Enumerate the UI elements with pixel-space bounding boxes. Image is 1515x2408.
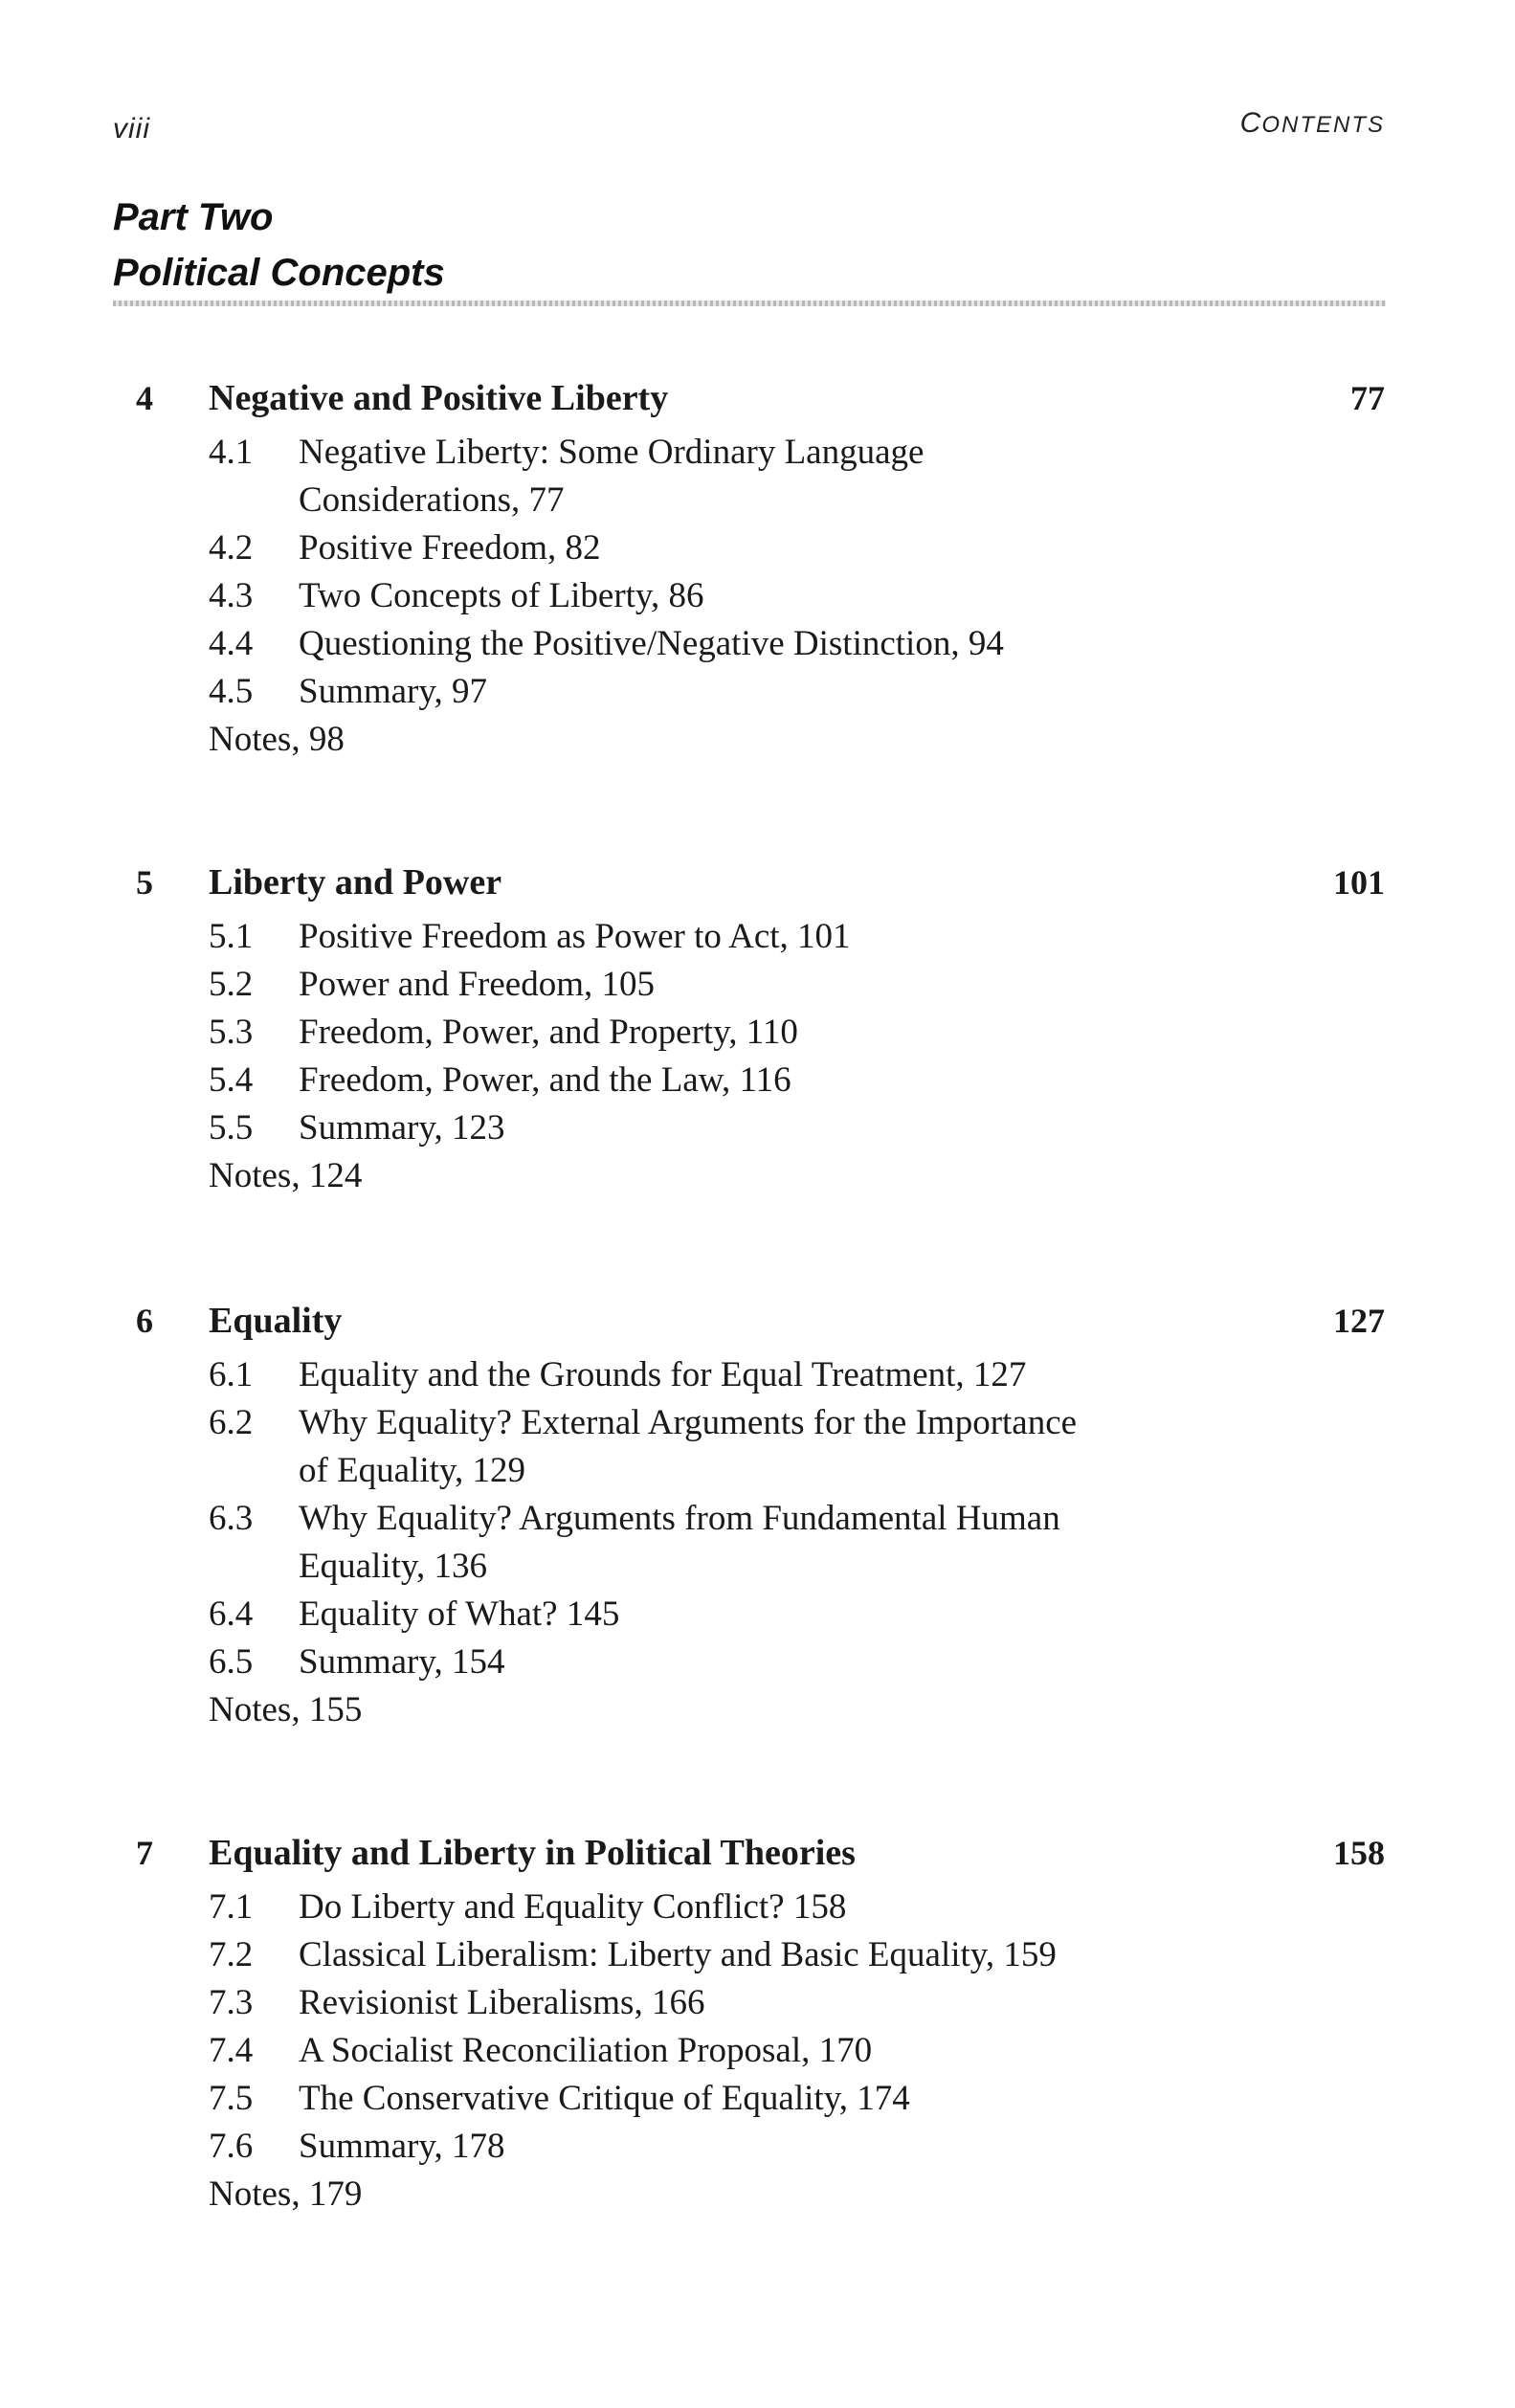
section-item	[209, 1884, 1357, 1931]
section-list	[209, 429, 1357, 764]
section-item	[209, 1104, 1357, 1152]
section-list	[209, 1351, 1357, 1734]
section-title: Freedom, Power, and the Law, 116	[299, 1060, 791, 1100]
chapter-page: 101	[1333, 863, 1385, 902]
running-head	[1240, 107, 1385, 140]
section-item	[209, 1351, 1357, 1399]
section-number: 6.4	[209, 1594, 254, 1634]
section-number: 5.1	[209, 917, 254, 956]
section-number: 7.6	[209, 2127, 254, 2166]
section-number: 5.5	[209, 1108, 254, 1148]
section-number: 4.2	[209, 528, 254, 568]
section-item	[209, 1057, 1357, 1104]
section-number: 6.1	[209, 1355, 254, 1394]
section-item	[209, 2027, 1357, 2075]
section-item	[209, 1591, 1357, 1639]
section-title: Summary, 123	[299, 1108, 505, 1148]
chapter-number: 4	[136, 379, 153, 417]
section-title: A Socialist Reconciliation Proposal, 170	[299, 2031, 873, 2070]
chapter-title: Equality and Liberty in Political Theories	[209, 1833, 856, 1873]
part-number: Part Two	[113, 196, 274, 238]
section-item	[209, 2075, 1357, 2123]
chapter-page: 158	[1333, 1834, 1385, 1872]
section-item	[209, 1931, 1357, 1979]
chapter-number: 7	[136, 1834, 153, 1872]
section-title: Why Equality? External Arguments for the Importance	[299, 1403, 1078, 1442]
chapter-title: Negative and Positive Liberty	[209, 378, 669, 418]
section-title: Why Equality? Arguments from Fundamental Human	[299, 1499, 1060, 1538]
chapter-number: 5	[136, 863, 153, 902]
section-number: 4.3	[209, 576, 254, 615]
part-heading	[113, 190, 445, 301]
section-title: Power and Freedom, 105	[299, 965, 655, 1004]
section-title: Classical Liberalism: Liberty and Basic Equality, 159	[299, 1935, 1057, 1974]
section-number: 4.5	[209, 672, 254, 711]
chapter-title: Equality	[209, 1301, 343, 1341]
section-number: 4.4	[209, 624, 254, 663]
chapter-notes: Notes, 155	[209, 1690, 363, 1729]
section-item	[209, 429, 1357, 524]
section-number: 5.4	[209, 1060, 254, 1100]
section-item	[209, 620, 1357, 668]
chapter-number: 6	[136, 1302, 153, 1340]
section-title-cont: Considerations, 77	[299, 480, 565, 520]
section-title: Negative Liberty: Some Ordinary Language	[299, 433, 925, 472]
running-head-text: CONTENTS	[1239, 107, 1385, 139]
part-divider-rule	[113, 301, 1386, 306]
section-number: 6.5	[209, 1642, 254, 1682]
section-title: The Conservative Critique of Equality, 174	[299, 2079, 910, 2118]
chapter-page: 127	[1333, 1302, 1385, 1340]
section-title: Freedom, Power, and Property, 110	[299, 1013, 798, 1052]
section-title: Summary, 97	[299, 672, 487, 711]
section-title: Revisionist Liberalisms, 166	[299, 1983, 705, 2022]
section-title: Do Liberty and Equality Conflict? 158	[299, 1887, 847, 1927]
chapter-notes: Notes, 179	[209, 2174, 363, 2214]
section-item	[209, 913, 1357, 961]
section-title: Positive Freedom as Power to Act, 101	[299, 917, 851, 956]
section-item	[209, 961, 1357, 1009]
section-number: 5.2	[209, 965, 254, 1004]
section-item	[209, 1979, 1357, 2027]
section-title: Equality and the Grounds for Equal Treatment, 127	[299, 1355, 1027, 1394]
section-number: 7.4	[209, 2031, 254, 2070]
section-list	[209, 1884, 1357, 2218]
section-title-cont: Equality, 136	[299, 1547, 487, 1586]
section-number: 6.3	[209, 1499, 254, 1538]
section-title: Two Concepts of Liberty, 86	[299, 576, 704, 615]
section-number: 5.3	[209, 1013, 254, 1052]
section-number: 6.2	[209, 1403, 254, 1442]
chapter-title: Liberty and Power	[209, 862, 502, 903]
section-title: Summary, 154	[299, 1642, 505, 1682]
section-list	[209, 913, 1357, 1200]
section-number: 4.1	[209, 433, 254, 472]
chapter-notes: Notes, 124	[209, 1156, 363, 1195]
section-item	[209, 1399, 1357, 1495]
section-item	[209, 572, 1357, 620]
section-item	[209, 1495, 1357, 1591]
section-item	[209, 1639, 1357, 1686]
section-item	[209, 2123, 1357, 2171]
section-number: 7.5	[209, 2079, 254, 2118]
section-item	[209, 1009, 1357, 1057]
section-number: 7.3	[209, 1983, 254, 2022]
section-item	[209, 524, 1357, 572]
part-title: Political Concepts	[113, 252, 445, 294]
page-folio: viii	[113, 113, 150, 145]
chapter-notes: Notes, 98	[209, 720, 345, 759]
section-item	[209, 668, 1357, 716]
section-number: 7.2	[209, 1935, 254, 1974]
section-number: 7.1	[209, 1887, 254, 1927]
section-title: Questioning the Positive/Negative Distinction, 94	[299, 624, 1004, 663]
chapter-page: 77	[1350, 379, 1385, 417]
section-title-cont: of Equality, 129	[299, 1451, 526, 1490]
section-title: Summary, 178	[299, 2127, 505, 2166]
section-title: Positive Freedom, 82	[299, 528, 601, 568]
section-title: Equality of What? 145	[299, 1594, 620, 1634]
